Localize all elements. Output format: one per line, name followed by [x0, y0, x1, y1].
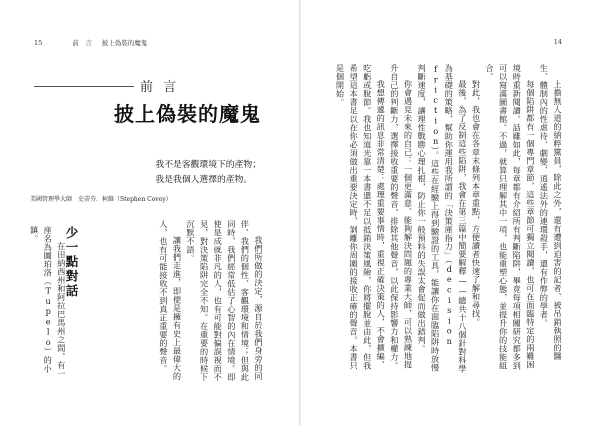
chapter-title: 披上偽裝的魔鬼: [114, 102, 261, 126]
epigraph: [155, 158, 261, 188]
section-heading: 少一點對話: [64, 226, 79, 299]
body-paragraph-2: 讓我們走進，即便是擁有史上最偉大的人，也有可能接收不到真正重要的聲音。: [158, 220, 183, 381]
right-paragraph-1: 上擔無人道的納粹黨員，除此之外，還有遭到迫害的記者、被吊銷執照的醫生、體制內的性虐待、劇變、逍遙法外的連環殺手，還有作弊的學者。: [539, 64, 563, 361]
running-head-right: [554, 38, 562, 46]
running-head-chapter: 披上偽裝的魔鬼: [101, 39, 148, 47]
page-number-right: 14: [553, 38, 562, 46]
right-paragraph-5: 你會遇見未來的自己：一個更滿意、能夠解決問題的專業大師，可以熟練地提升自己的判斷力，選擇接收重要的聲音，排除其他聲音，以此保持影響力和權力。: [389, 64, 414, 370]
right-paragraph-6: 我想傳遞的訊息非常清楚：處理重要事情時，重視正確決策的人，不會擴編、吃虧或脫節。我也知道光靠一本書還不足以抵銷決策風險，你將擺脫並由此，但我希望這本書足以在你必須做出重要決定時，剝離你周圍的接收正確的聲音。本書只是個開始。: [335, 64, 387, 370]
epigraph-line-2: 我是我個人選擇的產物。: [155, 175, 253, 185]
left-page: [0, 0, 299, 425]
right-body-text: [333, 64, 564, 376]
right-paragraph-3: 對此，我也會在各章末條列本章重點，方便讀者快速了解和尋找。: [471, 80, 482, 327]
epigraph-line-1: 我不是客觀環境下的產物；: [155, 160, 261, 170]
section-paragraph: 在田納西州和阿拉巴馬州之間，有一座名為圖珀洛（Tupelo）的小鎮。: [29, 226, 67, 379]
left-body-text: [156, 220, 265, 386]
chapter-label: 前 言: [140, 80, 180, 95]
page-number-left: 15: [34, 39, 43, 47]
right-page: [301, 0, 600, 425]
epigraph-attribution: 美國管理學大師 史蒂芬．柯維（Stephen Covey）: [30, 196, 172, 203]
body-paragraph: 我們所做的決定，源自於我們身旁的同伴、我們的個性、客觀環境和情境；但與此同時，我們經常低估了心智的內在情境。即使是成就非凡的人，也有可能對偏誤視而不見，對決策陷阱完全不知。在重要的時候下沉默不語。: [186, 220, 264, 382]
right-paragraph-4: 最後，為了反制這些陷阱，我會在第三篇中簡要解釋——總共十八個針對科學為基礎的策略，幫助你運用我所謂的「決策庫指力」（decision friction）。這些在經驗上得到驗證的工具，能讓你在面臨陷阱時放慢判斷速度，讓理性戰勝心理扎根，防止你一般預料的失誤太會促而做出錯判。: [417, 64, 468, 373]
running-head-left: [34, 38, 147, 47]
section-body-text: [27, 226, 68, 386]
chapter-rule: [34, 86, 134, 87]
running-head-section: 前 言: [72, 39, 92, 47]
right-paragraph-2: 每個陷阱都有一個專門章節，這些章節可獨立閱讀，也可在面臨特定的兩難困境時重新閱讀。話雖如此，每章都有介紹所有判斷陷阱，畢竟每項相關研究都多到可以寫滿圖書館。不過，就算只理解其中一項，也能重塑心態，並提升你的技能組合。: [485, 64, 536, 370]
